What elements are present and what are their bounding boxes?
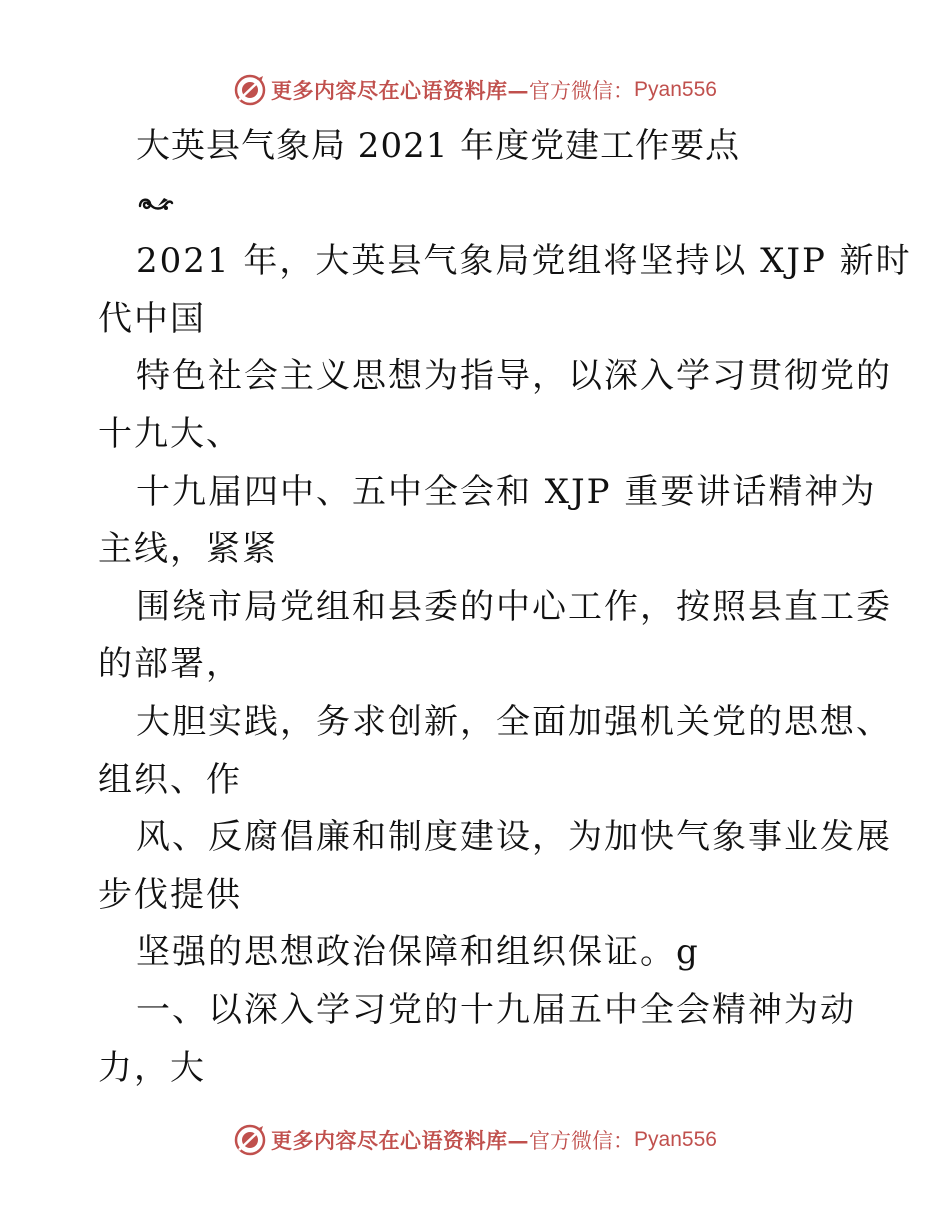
paragraph-line: 十九届四中、五中全会和 XJP 重要讲话精神为 (136, 471, 877, 512)
document-body (98, 118, 912, 1097)
banner-text: 更多内容尽在心语资料库— (271, 78, 530, 103)
footer-banner (0, 1120, 950, 1160)
paragraph-line: 的部署， (98, 644, 242, 685)
banner-text: 更多内容尽在心语资料库— (271, 1128, 530, 1153)
paragraph-line: 坚强的思想政治保障和组织保证。g (136, 932, 700, 973)
paragraph-line: 步伐提供 (98, 874, 242, 915)
paragraph-line: 主线，紧紧 (98, 529, 278, 570)
brand-logo-icon (233, 1123, 267, 1157)
paragraph-line: 风、反腐倡廉和制度建设，为加快气象事业发展 (136, 817, 892, 858)
paragraph-line: 2021 年，大英县气象局党组将坚持以 XJP 新时 (136, 241, 912, 282)
paragraph-line: 十九大、 (98, 413, 242, 454)
paragraph-line: 特色社会主义思想为指导，以深入学习贯彻党的 (136, 356, 892, 397)
banner-wechat-label: 官方微信： (529, 79, 635, 103)
banner-wechat-id: Pyan556 (634, 78, 717, 101)
paragraph-line: 代中国 (98, 298, 206, 339)
header-banner (0, 70, 950, 110)
paragraph-line: 组织、作 (98, 759, 242, 800)
banner-wechat-id: Pyan556 (634, 1128, 717, 1151)
brand-logo-icon (233, 73, 267, 107)
document-title: 大英县气象局 2021 年度党建工作要点 (136, 126, 741, 166)
paragraph-line: 围绕市局党组和县委的中心工作，按照县直工委 (136, 586, 892, 627)
banner-wechat-label: 官方微信： (529, 1129, 635, 1153)
flourish-icon (98, 176, 858, 234)
section-heading-line: 一、以深入学习党的十九届五中全会精神为动 (136, 989, 856, 1030)
section-heading-line: 力，大 (98, 1047, 206, 1088)
paragraph-line: 大胆实践，务求创新，全面加强机关党的思想、 (136, 701, 892, 742)
